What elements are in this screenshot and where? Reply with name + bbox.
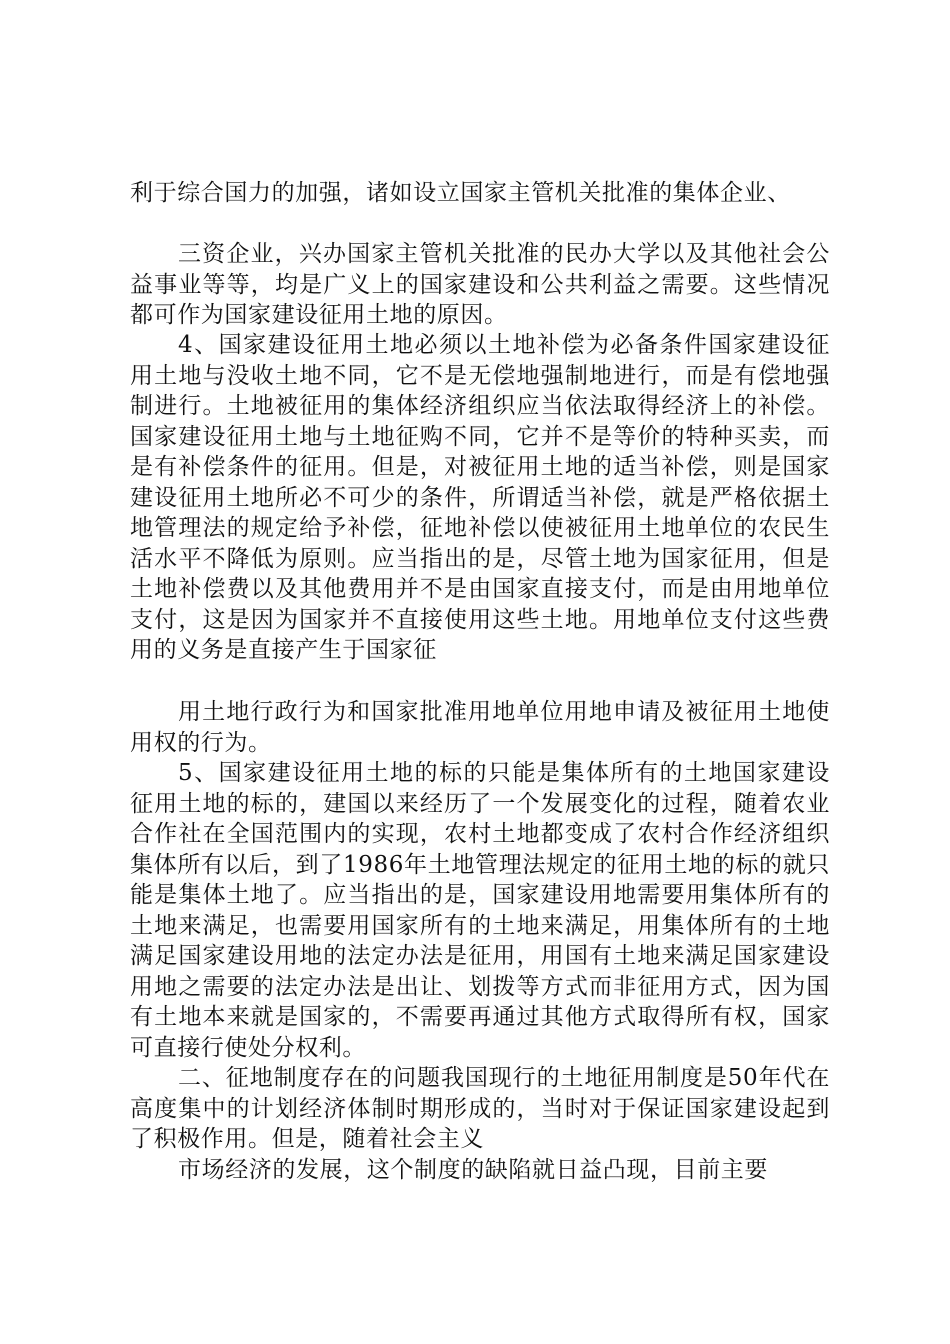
paragraph-continuation: 利于综合国力的加强，诸如设立国家主管机关批准的集体企业、 <box>130 180 791 206</box>
paragraph-section-2: 二、征地制度存在的问题我国现行的土地征用制度是50年代在高度集中的计划经济体制时期形成的，当时对于保证国家建设起到了积极作用。但是，随着社会主义 <box>130 1065 830 1152</box>
paragraph-point-4-continuation: 用土地行政行为和国家批准用地单位用地申请及被征用土地使用权的行为。 <box>130 699 830 756</box>
paragraph-point-5: 5、国家建设征用土地的标的只能是集体所有的土地国家建设征用土地的标的，建国以来经历了一个发展变化的过程，随着农业合作社在全国范围内的实现，农村土地都变成了农村合作经济组织集体所有以后，到了1986年土地管理法规定的征用土地的标的就只能是集体土地了。应当指出的是，国家建设用地需要用集体所有的土地来满足，也需要用国家所有的土地来满足，用集体所有的土地满足国家建设用地的法定办法是征用，用国有土地来满足国家建设用地之需要的法定办法是出让、划拨等方式而非征用方式，因为国有土地本来就是国家的，不需要再通过其他方式取得所有权，国家可直接行使处分权利。 <box>130 760 830 1061</box>
paragraph-section-2-continuation: 市场经济的发展，这个制度的缺陷就日益凸现，目前主要 <box>178 1157 768 1183</box>
paragraph-public-interest: 三资企业，兴办国家主管机关批准的民办大学以及其他社会公益事业等等，均是广义上的国家建设和公共利益之需要。这些情况都可作为国家建设征用土地的原因。 <box>130 241 830 328</box>
paragraph-point-4: 4、国家建设征用土地必须以土地补偿为必备条件国家建设征用土地与没收土地不同，它不是无偿地强制地进行，而是有偿地强制进行。土地被征用的集体经济组织应当依法取得经济上的补偿。国家建设征用土地与土地征购不同，它并不是等价的特种买卖，而是有补偿条件的征用。但是，对被征用土地的适当补偿，则是国家建设征用土地所必不可少的条件，所谓适当补偿，就是严格依据土地管理法的规定给予补偿，征地补偿以使被征用土地单位的农民生活水平不降低为原则。应当指出的是，尽管土地为国家征用，但是土地补偿费以及其他费用并不是由国家直接支付，而是由用地单位支付，这是因为国家并不直接使用这些土地。用地单位支付这些费用的义务是直接产生于国家征 <box>130 332 830 663</box>
